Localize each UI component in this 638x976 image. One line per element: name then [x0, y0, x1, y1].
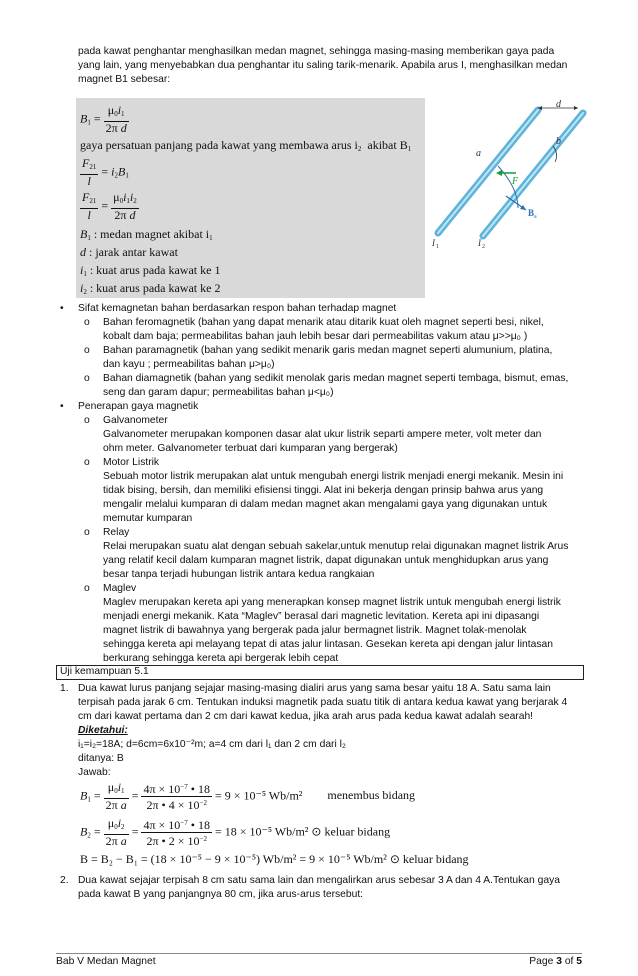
- problem-1-line-1: Dua kawat lurus panjang sejajar masing-masing dialiri arus yang sama besar yaitu 18 A. Satu sama lain: [78, 683, 551, 694]
- label-f: F: [512, 176, 519, 187]
- maglev-title: Maglev: [103, 583, 137, 594]
- bullet-1: •: [60, 303, 64, 314]
- parallel-wires-figure: [428, 98, 588, 248]
- footer-rule: [56, 953, 582, 954]
- motor-line-4: memutar kumparan: [103, 513, 193, 524]
- svg-text:2: 2: [482, 244, 485, 248]
- maglev-line-1: Maglev merupakan kereta api yang menerapkan konsep magnet listrik untuk mengubah energi listrik: [103, 597, 561, 608]
- section-2-title: Penerapan gaya magnetik: [78, 401, 199, 412]
- intro-line-3: magnet B1 sebesar:: [78, 74, 171, 85]
- dia-line-1: Bahan diamagnetik (bahan yang sedikit menolak garis medan magnet seperti tembaga, bismut, emas,: [103, 373, 569, 384]
- problem-1-line-3: cm dari kawat pertama dan 2 cm dari kawat kedua, jika arah arus pada kedua kawat adalah searah!: [78, 711, 534, 722]
- motor-title: Motor Listrik: [103, 457, 160, 468]
- def-b1: $B_1$ : medan magnet akibat $i_1$: [80, 227, 213, 242]
- galv-title: Galvanometer: [103, 415, 168, 426]
- out-of-page-icon: ⊙: [389, 852, 400, 866]
- label-d: d: [556, 99, 561, 110]
- relay-line-1: Relai merupakan suatu alat dengan sebuah sakelar,untuk menutup relai digunakan magnet listrik Arus: [103, 541, 569, 552]
- problem-2-line-2: pada kawat B yang panjangnya 80 cm, jika arus-arus tersebut:: [78, 889, 364, 900]
- intro-line-2: yang lain, yang menyebabkan dua penghantar itu saling tarik-menarik. Apabila arus I, menghasilkan medan: [78, 60, 568, 71]
- subbullet: o: [84, 583, 90, 594]
- ditanya-label: ditanya: B: [78, 753, 124, 764]
- para-line-1: Bahan paramagnetik (bahan yang sedikit menarik garis medan magnet seperti alumunium, platina,: [103, 345, 553, 356]
- maglev-line-3: magnet listrik di bawahnya yang bergerak pada jalur bermagnet listrik. Magnet tolak-menolak: [103, 625, 527, 636]
- motor-line-3: mengalir melalui kumparan di dalam medan magnet akan mengalami gaya yang digunakan untuk: [103, 499, 548, 510]
- relay-line-3: besar tanpa terjadi hubungan listrik antara kedua rangkaian: [103, 569, 375, 580]
- label-i2: I: [478, 238, 481, 248]
- footer-page-number: Page 3 of 5: [529, 956, 582, 967]
- jawab-label: Jawab:: [78, 767, 111, 778]
- label-ba: B: [528, 208, 535, 218]
- solution-eq-b1: $B_1$ = $\frac{\mu_0i_1}{\text{2π a}}$ = $\frac{4\pi \times 10^{-7} • 18}{2\pi • 4 \times 10^{-2}}$ = 9 × 10⁻⁵ Wb/m² menembus bidang: [80, 780, 416, 812]
- galv-line-2: ohm meter. Galvanometer terbuat dari kumparan yang bergerak): [103, 443, 398, 454]
- force-text: gaya persatuan panjang pada kawat yang membawa arus $i_2$ akibat $B_1$: [80, 138, 412, 153]
- def-i2: $i_2$ : kuat arus pada kawat ke 2: [80, 281, 221, 296]
- svg-text:1: 1: [436, 244, 439, 248]
- def-d: d : jarak antar kawat: [80, 245, 178, 259]
- bullet-2: •: [60, 401, 64, 412]
- problem-1-number: 1.: [60, 683, 69, 694]
- formula-b1: $B_1$ = $\frac{\mu_0i_1}{\text{2π d}}$: [80, 103, 127, 135]
- maglev-line-5: berkurang sehingga kereta api bergerak lebih cepat: [103, 653, 339, 664]
- subbullet: o: [84, 415, 90, 426]
- footer-chapter: Bab V Medan Magnet: [56, 956, 156, 967]
- subbullet: o: [84, 527, 90, 538]
- relay-title: Relay: [103, 527, 130, 538]
- formula-force-1: $\frac{F_{21}}{l}$ = $i_2B_1$: [82, 156, 129, 188]
- relay-line-2: yang relatif kecil dalam kumparan magnet listrik, dapat digunakan untuk menghidupkan arus yang: [103, 555, 549, 566]
- dia-line-2: seng dan garam dapur; permeabilitas bahan μ<μ₀): [103, 387, 334, 398]
- formula-force-2: $\frac{F_{21}}{l}$ = $\frac{\mu_0i_1i_2}{\text{2π d}}$: [82, 190, 137, 222]
- out-of-page-icon: ⊙: [311, 824, 322, 839]
- problem-1-line-2: terpisah pada jarak 6 cm. Tentukan induksi magnetik pada suatu titik di antara kedua kawat yang berjarak 4: [78, 697, 568, 708]
- subbullet: o: [84, 317, 90, 328]
- solution-eq-total: B = B₂ − B₁ = (18 × 10⁻⁵ − 9 × 10⁻⁵) Wb/m² = 9 × 10⁻⁵ Wb/m² ⊙ keluar bidang: [80, 852, 469, 866]
- section-1-title: Sifat kemagnetan bahan berdasarkan respon bahan terhadap magnet: [78, 303, 397, 314]
- subbullet: o: [84, 457, 90, 468]
- ferro-line-1: Bahan feromagnetik (bahan yang dapat menarik atau ditarik kuat oleh magnet seperti besi, nikel,: [103, 317, 544, 328]
- label-i1: I: [432, 238, 435, 248]
- subbullet: o: [84, 373, 90, 384]
- solution-eq-b2: $B_2$ = $\frac{\mu_0i_2}{\text{2π a}}$ = $\frac{4\pi \times 10^{-7} • 18}{2\pi • 2 \times 10^{-2}}$ = 18 × 10⁻⁵ Wb/m² ⊙ keluar bidang: [80, 816, 391, 848]
- diketahui-label: Diketahui:: [78, 725, 128, 736]
- uji-kemampuan-title: Uji kemampuan 5.1: [60, 666, 149, 677]
- problem-2-number: 2.: [60, 875, 69, 886]
- motor-line-1: Sebuah motor listrik merupakan alat untuk mengubah energi listrik menjadi energi mekanik. Mesin ini: [103, 471, 564, 482]
- maglev-line-4: sehingga kereta api melayang tepat di atas jalur lintasan. Gesekan kereta api dengan jalur lintasan: [103, 639, 553, 650]
- motor-line-2: tidak bising, bersih, dan memiliki efisiensi tinggi. Alat ini bekerja dengan prinsip bahwa arus yang: [103, 485, 544, 496]
- intro-line-1: pada kawat penghantar menghasilkan medan magnet, sehingga masing-masing memberikan gaya pada: [78, 46, 555, 57]
- subbullet: o: [84, 345, 90, 356]
- def-i1: $i_1$ : kuat arus pada kawat ke 1: [80, 263, 221, 278]
- label-a: a: [476, 148, 481, 159]
- given-values: i₁=i₂=18A; d=6cm=6x10⁻²m; a=4 cm dari l₁ dan 2 cm dari l₂: [78, 739, 346, 750]
- svg-text:a: a: [534, 214, 537, 220]
- ferro-line-2: kobalt dam baja; permeabilitas bahan jauh lebih besar dari permeabilitas vakum atau μ>>μ₀ ): [103, 331, 528, 342]
- problem-2-line-1: Dua kawat sejajar terpisah 8 cm satu sama lain dan mengalirkan arus sebesar 3 A dan 4 A.Tentukan gaya: [78, 875, 560, 886]
- maglev-line-2: menjadi energi mekanik. Kata “Maglev” berasal dari magnetic levitation. Kereta api ini dipasangi: [103, 611, 540, 622]
- para-line-2: dan kayu ; permeabilitas bahan μ>μ₀): [103, 359, 275, 370]
- galv-line-1: Galvanometer merupakan komponen dasar alat ukur listrik separti ampere meter, volt meter dan: [103, 429, 542, 440]
- label-b: b: [556, 136, 561, 147]
